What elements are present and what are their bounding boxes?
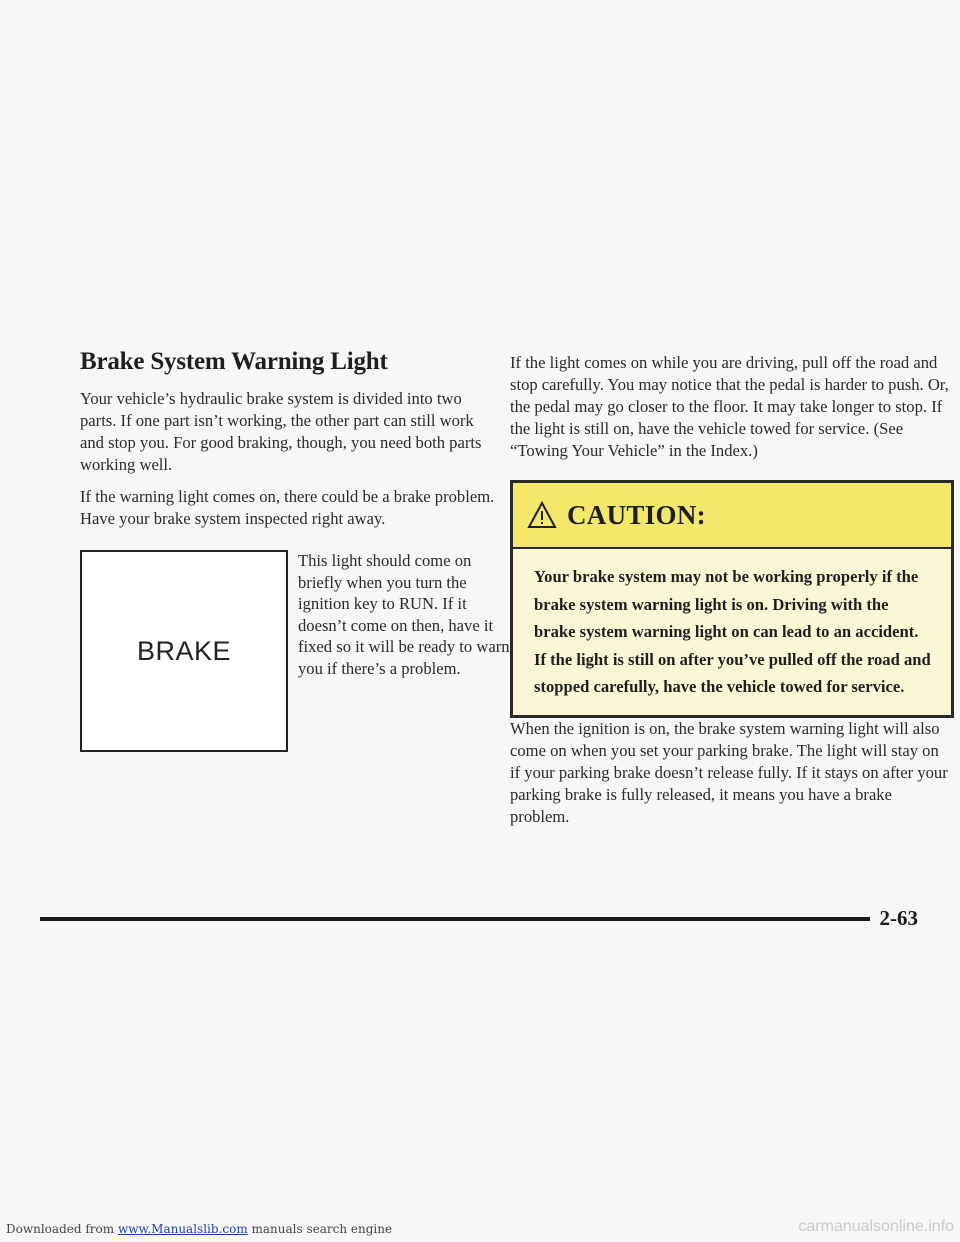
brake-indicator-illustration xyxy=(80,550,288,752)
caution-text: Your brake system may not be working properly if the brake system warning light is on. Driving with the brake system warning light on can lead to an accident. If the light is still on after you’ve pulled off the road and stopped carefully, have the vehicle towed for service. xyxy=(534,567,931,696)
caution-box xyxy=(510,480,954,718)
manualslib-link[interactable]: www.Manualslib.com xyxy=(117,1222,248,1236)
right-column xyxy=(510,352,950,838)
parking-brake-paragraph: When the ignition is on, the brake system warning light will also come on when you set your parking brake. The light will stay on if your parking brake doesn’t release fully. If it stays on after your parking brake is fully released, it means you have a brake problem. xyxy=(510,718,948,826)
caution-header xyxy=(513,483,951,549)
section-heading: Brake System Warning Light xyxy=(80,348,388,375)
banner-prefix: Downloaded from xyxy=(6,1222,115,1236)
watermark: carmanualsonline.info xyxy=(798,1218,954,1235)
left-column xyxy=(80,348,510,750)
caution-title: CAUTION: xyxy=(567,499,706,530)
download-banner xyxy=(6,1222,392,1236)
indicator-section xyxy=(80,540,510,750)
banner-suffix: manuals search engine xyxy=(247,1222,393,1236)
warning-triangle-icon xyxy=(527,501,557,529)
warning-paragraph: If the warning light comes on, there could be a brake problem. Have your brake system inspected right away. xyxy=(80,487,495,528)
intro-paragraph: Your vehicle’s hydraulic brake system is divided into two parts. If one part isn’t working, the other part can still work and stop you. For good braking, though, you need both parts working well. xyxy=(80,389,482,474)
driving-paragraph: If the light comes on while you are driving, pull off the road and stop carefully. You may notice that the pedal is harder to push. Or, the pedal may go closer to the floor. It may take longer to stop. If the light is still on, have the vehicle towed for service. (See “Towing Your Vehicle” in the Index.) xyxy=(510,353,949,460)
indicator-description: This light should come on briefly when you turn the ignition key to RUN. If it doesn’t come on then, have it fixed so it will be ready to warn you if there’s a problem. xyxy=(298,551,510,678)
page-number: 2-63 xyxy=(870,906,919,931)
footer-rule xyxy=(40,917,900,921)
brake-indicator-label: BRAKE xyxy=(136,635,232,666)
